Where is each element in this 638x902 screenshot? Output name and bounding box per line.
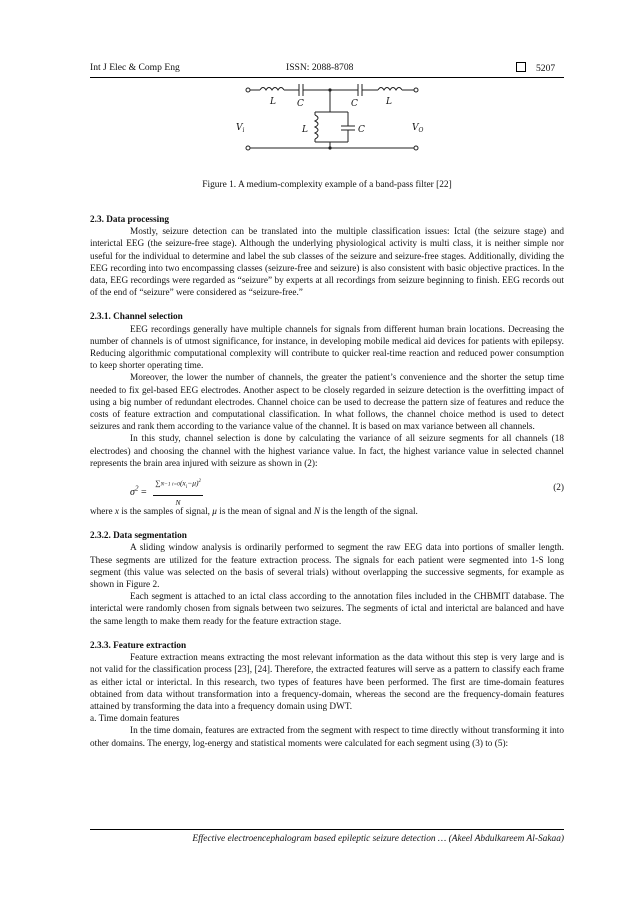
paragraph: Feature extraction means extracting the most relevant information as the data without this step is very large and is not valid for the classification process [23], [24]. Therefore, the extracted features will serve as a pattern to classify each frame as either ictal or interictal. In this research, two types of features have been performed. The first are time-domain features obtained from data without transformation into a frequency-domain, whereas the second are the frequency-domain features attained by transforming the data into a frequency domain using DWT. [90, 653, 564, 712]
band-pass-filter-diagram [90, 84, 564, 174]
section-title-2-3-3: 2.3.3. Feature extraction [90, 640, 187, 651]
circuit-figure [90, 84, 564, 174]
page-number-block [516, 62, 555, 75]
label-C-left: C [297, 99, 304, 109]
label-L-right: L [386, 97, 392, 107]
page-number: 5207 [536, 63, 556, 74]
main-content [90, 214, 564, 750]
square-bullet-icon [516, 62, 526, 72]
subsection-a: a. Time domain features [90, 714, 180, 725]
paragraph: Each segment is attached to an ictal class according to the annotation files included in the CHBMIT database. The interictal were randomly chosen from signals between two seizures. The segments of ictal and interictal are balanced and have the same length to make them ready for the feature extraction stage. [90, 592, 564, 627]
figure-caption: Figure 1. A medium-complexity example of a band-pass filter [22] [202, 180, 452, 190]
section-title-2-3-2: 2.3.2. Data segmentation [90, 531, 187, 542]
footer-rule [90, 829, 564, 830]
variance-equation: $\sigma^2$ = $\frac{\sum N-1 i=0(x_i-\mu)^2}{N}$ [130, 476, 203, 509]
paragraph: Mostly, seizure detection can be translated into the multiple classification issues: Ictal (the seizure stage) and interictal EEG (the seizure-free stage). Although the underlying physiological activity is multi class, it is neither simple nor useful for the individual to determine and label the sub classes of the seizure and seizure-free stages. Additionally, dividing the EEG recording into two encompassing classes (seizure-free and seizure) is also consistent with basic objective practices. In the data, EEG recordings were regarded as “seizure” by experts at all recordings from seizure beginning to finish. EEG records out of the end of “seizure” were considered as “seizure-free.” [90, 227, 564, 299]
equation-2 [90, 474, 564, 506]
equation-explanation: where x is the samples of signal, μ is the mean of signal and N is the length of the signal. [90, 507, 418, 518]
label-C-shunt: C [358, 125, 365, 135]
section-title-2-3: 2.3. Data processing [90, 215, 169, 225]
equation-fraction: $\frac{\sum N-1 i=0(x_i-\mu)^2}{N}$ [153, 476, 203, 509]
running-footer: Effective electroencephalogram based epileptic seizure detection … (Akeel Abdulkareem Al-Sakaa) [192, 834, 564, 844]
paragraph: In the time domain, features are extracted from the segment with respect to time directly without transforming it into other domains. The energy, log-energy and statistical moments were calculated for each segment using (3) to (5): [90, 726, 564, 749]
section-title-2-3-1: 2.3.1. Channel selection [90, 312, 183, 323]
paragraph: In this study, channel selection is done by calculating the variance of all seizure segments for all channels (18 electrodes) and choosing the channel with the highest variance value. In fact, the highest variance value in selected channel represents the brain area injured with seizure as shown in (2): [90, 434, 564, 469]
paragraph: EEG recordings generally have multiple channels for signals from different human brain locations. Decreasing the number of channels is of utmost significance, for instance, in developing mobile medical aid devices for patients with epilepsy. Reducing algorithmic computational complexity will contribute to quicker real-time reaction and reduced power consumption to keep shorter operating time. [90, 324, 564, 372]
paragraph: A sliding window analysis is ordinarily performed to segment the raw EEG data into portions of smaller length. These segments are utilized for the feature extraction process. The signals for each patient were segmented into 1-S long segment (this value was selected on the basis of several trials) without overlapping the successive segments, for example as shown in Figure 2. [90, 543, 564, 591]
paragraph: Moreover, the lower the number of channels, the greater the patient’s convenience and the shorter the setup time needed to fix gel-based EEG electrodes. Another aspect to be closely regarded in seizure detection is the overfitting impact of using a big number of redundant electrodes. Channel choice can be used to decrease the pattern size of features and reduce the costs of feature extraction and computational classification. In what follows, the channel choice method is used to detect seizures and rank them according to the variance value of the channel. It is based on max variance between all channels. [90, 373, 564, 433]
label-C-right: C [351, 99, 358, 109]
label-L-left: L [270, 97, 276, 107]
header-rule [90, 77, 564, 78]
label-L-shunt: L [302, 125, 308, 135]
issn: ISSN: 2088-8708 [286, 62, 354, 73]
label-vo: $V_O$ [412, 123, 424, 134]
label-vi: $V_i$ [236, 123, 245, 134]
journal-name: Int J Elec & Comp Eng [90, 62, 180, 73]
equation-number: (2) [553, 483, 564, 494]
